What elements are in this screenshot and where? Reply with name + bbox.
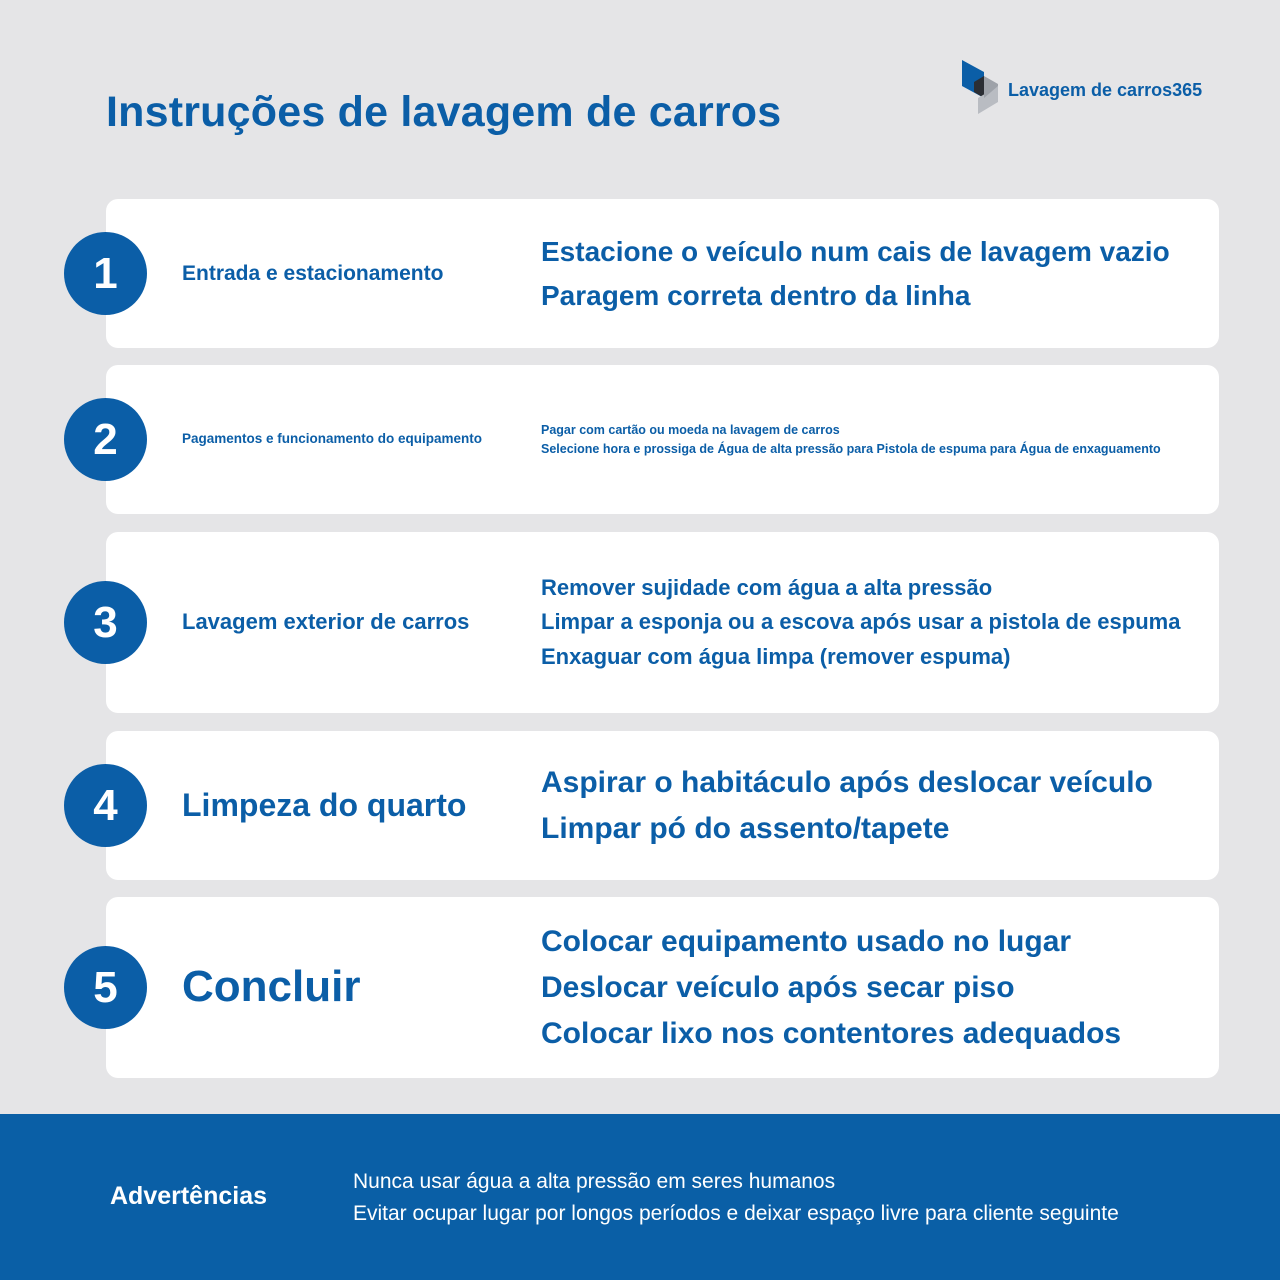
- step-detail-line: Aspirar o habitáculo após deslocar veículo: [541, 765, 1153, 799]
- step-detail-line: Remover sujidade com água a alta pressão: [541, 574, 993, 600]
- step-detail-line: Selecione hora e prossiga de Água de alta pressão para Pistola de espuma para Água de enxaguamento: [541, 441, 1161, 456]
- step-detail-line: Colocar lixo nos contentores adequados: [541, 1016, 1122, 1050]
- step-details: [541, 532, 1211, 713]
- step-detail-line: Limpar a esponja ou a escova após usar a pistola de espuma: [541, 609, 1181, 635]
- warnings-label: Advertências: [110, 1182, 268, 1210]
- step-detail-line: Colocar equipamento usado no lugar: [541, 924, 1072, 958]
- step-detail-line: Pagar com cartão ou moeda na lavagem de carros: [541, 422, 840, 437]
- brand-logo-icon: [960, 58, 1002, 116]
- warning-item: Evitar ocupar lugar por longos períodos e deixar espaço livre para cliente seguinte: [353, 1202, 1119, 1225]
- warning-item: Nunca usar água a alta pressão em seres humanos: [353, 1170, 836, 1193]
- step-details: [541, 365, 1211, 514]
- step-number-badge: 5: [64, 946, 147, 1029]
- page-title: Instruções de lavagem de carros: [106, 88, 782, 136]
- step-number-badge: 2: [64, 398, 147, 481]
- step-detail-line: Limpar pó do assento/tapete: [541, 811, 950, 845]
- warnings-footer: [0, 1114, 1280, 1280]
- step-title: Limpeza do quarto: [182, 786, 467, 823]
- step-number-badge: 1: [64, 232, 147, 315]
- step-title: Lavagem exterior de carros: [182, 609, 470, 635]
- step-title: Entrada e estacionamento: [182, 261, 444, 285]
- step-number-badge: 4: [64, 764, 147, 847]
- step-detail-line: Estacione o veículo num cais de lavagem vazio: [541, 235, 1170, 267]
- step-details: [541, 897, 1211, 1078]
- step-title: Concluir: [182, 962, 361, 1012]
- warnings-list: [353, 1166, 1119, 1230]
- step-number-badge: 3: [64, 581, 147, 664]
- step-title: Pagamentos e funcionamento do equipamento: [182, 431, 483, 447]
- step-detail-line: Deslocar veículo após secar piso: [541, 970, 1015, 1004]
- step-detail-line: Enxaguar com água limpa (remover espuma): [541, 643, 1011, 669]
- step-details: [541, 731, 1211, 880]
- step-detail-line: Paragem correta dentro da linha: [541, 279, 971, 311]
- brand-name: Lavagem de carros365: [1008, 80, 1203, 100]
- step-details: [541, 199, 1211, 348]
- brand: [960, 58, 1230, 118]
